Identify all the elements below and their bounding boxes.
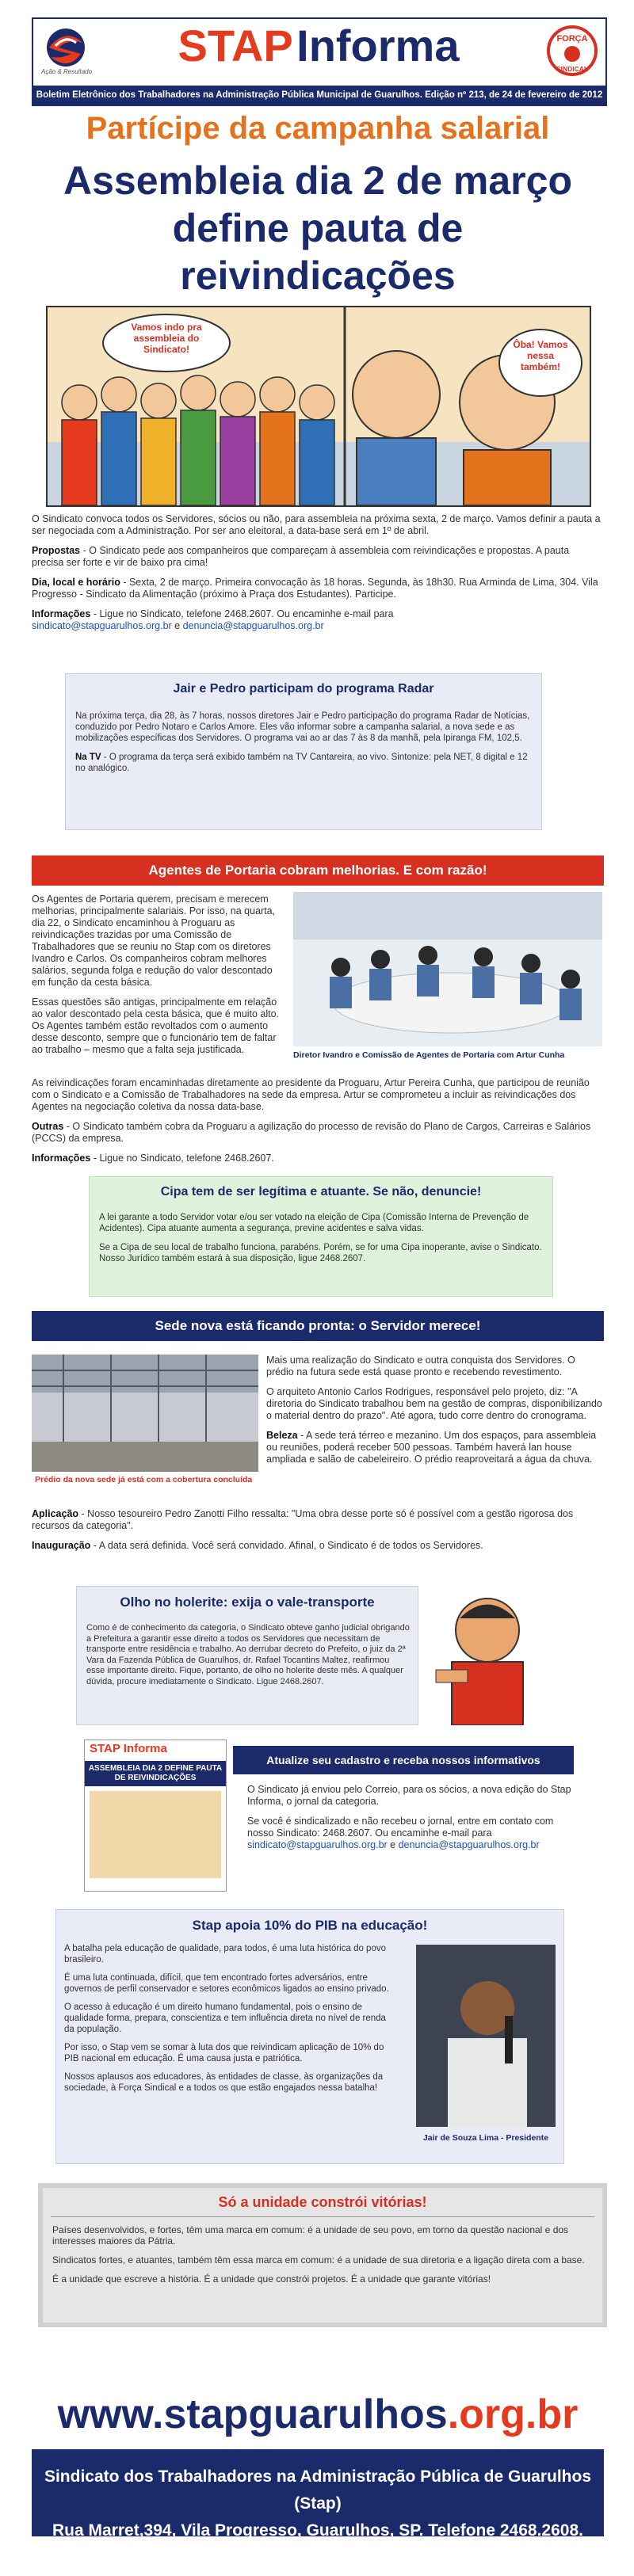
portaria-bottom-text	[32, 1077, 602, 1164]
cipa-p1: A lei garante a todo Servidor votar e/ou ser votado na eleição de Cipa (Comissão Interna de Prevenção de Acidentes). Cipa atuante aumenta a segurança, previne acidentes e salva vidas.	[99, 1213, 529, 1233]
pib-p2: É uma luta continuada, difícil, que tem encontrado fortes adversários, entre governos de perfil conservador e setores econômicos ligados ao ensino privado.	[64, 1973, 389, 1994]
assembly-p1: O Sindicato convoca todos os Servidores, sócios ou não, para assembleia na próxima sexta, 2 de março. Vamos definir a pauta a ser negociada com a Administração. Por ser ano eleitoral, a data-base será em 1º de abril.	[32, 513, 601, 536]
pib-photo	[416, 1945, 556, 2127]
unidade-p3: É a unidade que escreve a história. É a unidade que constrói projetos. É a unidade que garante vitórias!	[52, 2273, 491, 2284]
thumbnail-headline: ASSEMBLEIA DIA 2 DEFINE PAUTA DE REIVINDICAÇÕES	[85, 1761, 226, 1786]
cartoon-image	[46, 306, 591, 507]
portaria-left-text	[32, 894, 285, 1056]
president-photo	[416, 1945, 556, 2127]
cadastro-email-denuncia[interactable]: denuncia@stapguarulhos.org.br	[398, 1839, 540, 1850]
pib-p4: Por isso, o Stap vem se somar à luta dos que reivindicam aplicação de 10% do PIB nacional em educação. É uma causa justa e patriótica.	[64, 2043, 384, 2063]
portaria-p2: Essas questões são antigas, principalmente em relação ao valor descontado pela cesta básica, que é muito alto. Os Agentes também estão revoltados com o aumento desse desconto, sempre que o funcionário tem de faltar ao trabalho – mesmo que a falta seja justificada.	[32, 996, 280, 1055]
headline-line-1: Assembleia dia 2 de março	[63, 158, 572, 203]
unidade-divider	[51, 2216, 594, 2217]
forca-logo-top: FORÇA	[556, 34, 588, 44]
pointing-man-icon	[428, 1583, 547, 1725]
cipa-title: Cipa tem de ser legítima e atuante. Se não, denuncie!	[160, 1185, 482, 1198]
footer-url-tld: .org.br	[447, 2391, 579, 2437]
footer-url-name: stapguarulhos	[163, 2391, 448, 2437]
kicker: Partícipe da campanha salarial	[86, 111, 550, 146]
footer-url[interactable]	[32, 2391, 604, 2438]
radar-text	[75, 711, 532, 774]
unidade-p2: Sindicatos fortes, e atuantes, também têm essa marca em comum: é a unidade de sua diretoria e a ligação direta com a base.	[52, 2254, 585, 2265]
radar-title: Jair e Pedro participam do programa Radar	[173, 682, 434, 695]
cadastro-p2: Se você é sindicalizado e não recebeu o jornal, entre em contato com nosso Sindicato: 2468.2607. Ou encaminhe e-mail para sindicato@stapguarulhos.org.br e denuncia@stapguarulhos.org.br	[247, 1816, 554, 1850]
unidade-p1: Países desenvolvidos, e fortes, têm uma marca em comum: é a unidade de seu povo, em torno da questão nacional e dos interesses maiores da Pátria.	[52, 2224, 569, 2246]
portaria-p5: Informações - Ligue no Sindicato, telefone 2468.2607.	[32, 1153, 274, 1164]
assembly-p2: Propostas - O Sindicato pede aos companheiros que compareçam à assembleia com reivindicações e propostas. A pauta precisa ser forte e vir de baixo pra cima!	[32, 545, 570, 568]
building-photo	[32, 1355, 258, 1472]
assembly-p4: Informações - Ligue no Sindicato, telefone 2468.2607. Ou encaminhe e-mail para sindicato@stapguarulhos.org.br e denuncia@stapguarulhos.org.br	[32, 608, 394, 631]
footer-line-1: Sindicato dos Trabalhadores na Administração Pública de Guarulhos (Stap)	[44, 2467, 592, 2513]
cartoon-bubble-right: Ôba! Vamos nessa também!	[513, 339, 568, 372]
tagline: Ação & Resultado	[41, 68, 93, 75]
forca-sindical-logo-icon	[545, 24, 599, 79]
holerite-box	[76, 1586, 418, 1725]
cipa-text	[99, 1212, 543, 1264]
portaria-photo	[293, 892, 602, 1046]
sede-p2: O arquiteto Antonio Carlos Rodrigues, responsável pelo projeto, diz: "A diretoria do Sindicato trabalhou bem na gestão de compras, disponibilizando o material dentro do prazo". Até agora, tudo corre dentro do cronograma.	[266, 1386, 602, 1421]
article-assembly	[32, 513, 602, 632]
pib-p5: Nossos aplausos aos educadores, às entidades de classe, às organizações da sociedade, à Força Sindical e a todos os que estão engajados nessa batalha!	[64, 2072, 384, 2093]
masthead-stap: STAP	[178, 21, 293, 70]
pib-p1: A batalha pela educação de qualidade, para todos, é uma luta histórica do povo brasileiro.	[64, 1944, 386, 1964]
thumbnail-logo: STAP Informa	[85, 1740, 226, 1761]
meeting-photo	[293, 892, 602, 1046]
holerite-illustration	[428, 1583, 547, 1725]
unidade-box	[38, 2183, 607, 2327]
sede-p5: Inauguração - A data será definida. Você será convidado. Afinal, o Sindicato é de todos os Servidores.	[32, 1540, 483, 1551]
cipa-p2: Se a Cipa de seu local de trabalho funciona, parabéns. Porém, se for uma Cipa inoperante, avise o Sindicato. Nosso Jurídico também estará à sua disposição, ligue 2468.2607.	[99, 1243, 542, 1263]
masthead-informa: Informa	[296, 21, 460, 70]
radar-p1: Na próxima terça, dia 28, às 7 horas, nossos diretores Jair e Pedro participação do programa Radar de Notícias, conduzido por Pedro Notaro e Carlos Amore. Eles vão informar sobre a campanha salarial, a nova sede e as mobilizações específicas dos Servidores. O programa vai ao ar das 7 às 8 da manhã, pela Ipiranga FM, 102,5.	[75, 711, 530, 743]
pib-p3: O acesso à educação é um direito humano fundamental, pois o ensino de qualidade forma, prepara, conscientiza e tem influência direta no nível de renda da população.	[64, 2002, 386, 2034]
sede-caption: Prédio da nova sede já está com a cobertura concluída	[35, 1475, 253, 1484]
pib-caption: Jair de Souza Lima - Presidente	[422, 2133, 549, 2143]
portaria-banner: Agentes de Portaria cobram melhorias. E com razão!	[32, 855, 604, 886]
holerite-p1: Como é de conhecimento da categoria, o Sindicato obteve ganho judicial obrigando a Prefeitura a garantir esse direito a todos os Servidores que necessitam de transporte entre residência e trabalho. Ao derrubar decreto do Prefeito, o juiz da 2ª Vara da Fazenda Pública de Guarulhos, dr. Rafael Tocantins Maltez, reafirmou esse importante direito. Fique, portanto, de olho no holerite deste mês. A qualquer dúvida, procure imediatamente o Sindicato. Ligue 2468.2607.	[86, 1623, 410, 1686]
forca-logo-bottom: SINDICAL	[556, 65, 589, 73]
portaria-p1: Os Agentes de Portaria querem, precisam e merecem melhorias, principalmente salariais. Por isso, na quarta, dia 22, o Sindicato encaminhou à Proguaru as reivindicações trazidas por uma Comissão de Trabalhadores que se reuniu no Stap com os diretores Ivandro e Carlos. Os companheiros cobram melhores salários, segunda folga e redução do valor descontado em função da cesta básica.	[32, 894, 276, 988]
headline-line-2: define pauta de reivindicações	[172, 206, 464, 298]
masthead-title	[97, 21, 540, 70]
assembly-p3: Dia, local e horário - Sexta, 2 de março. Primeira convocação às 18 horas. Segunda, às 18h30. Rua Arminda de Lima, 304. Vila Progresso - Sindicato da Alimentação (próximo à Praça dos Estudantes). Participe.	[32, 577, 598, 600]
footer-line-2: Rua Marret,394, Vila Progresso, Guarulhos, SP. Telefone 2468.2608.	[52, 2521, 583, 2540]
footer-bar	[32, 2449, 604, 2540]
cadastro-email-sindicato[interactable]: sindicato@stapguarulhos.org.br	[247, 1839, 388, 1850]
cipa-box	[89, 1176, 553, 1297]
sede-photo	[32, 1355, 258, 1472]
edition-bar: Boletim Eletrônico dos Trabalhadores na Administração Pública Municipal de Guarulhos. Edição nº 213, de 24 de fevereiro de 2012	[33, 86, 605, 105]
unidade-text	[52, 2224, 591, 2284]
email-link-denuncia[interactable]: denuncia@stapguarulhos.org.br	[182, 620, 324, 631]
headline	[32, 157, 604, 299]
sede-banner: Sede nova está ficando pronta: o Servidor merece!	[32, 1311, 604, 1341]
portaria-caption: Diretor Ivandro e Comissão de Agentes de Portaria com Artur Cunha	[293, 1050, 565, 1060]
sede-bottom-text	[32, 1508, 602, 1552]
cadastro-p1: O Sindicato já enviou pelo Correio, para os sócios, a nova edição do Stap Informa, o jornal da categoria.	[247, 1784, 571, 1807]
pib-text	[64, 1943, 397, 2094]
email-link-sindicato[interactable]: sindicato@stapguarulhos.org.br	[32, 620, 172, 631]
cadastro-title: Atualize seu cadastro e receba nossos informativos	[233, 1746, 574, 1774]
thumbnail-image	[90, 1791, 221, 1878]
unidade-title: Só a unidade constrói vitórias!	[218, 2194, 427, 2210]
pib-title: Stap apoia 10% do PIB na educação!	[192, 1918, 428, 1933]
radar-box	[65, 673, 542, 830]
portaria-p4: Outras - O Sindicato também cobra da Proguaru a agilização do processo de revisão do Plano de Cargos, Carreiras e Salários (PCCS) da empresa.	[32, 1121, 591, 1144]
cadastro-text	[247, 1784, 572, 1851]
holerite-title: Olho no holerite: exija o vale-transporte	[120, 1595, 375, 1610]
cartoon-bubble-left: Vamos indo pra assembleia do Sindicato!	[131, 322, 202, 355]
portaria-p3: As reivindicações foram encaminhadas diretamente ao presidente da Proguaru, Artur Pereira Cunha, que participou de reunião com o Sindicato e a Comissão de Trabalhadores na sede da empresa. Artur se comprometeu a incluir as reivindicações dos Agentes na negociação coletiva da nossa data-base.	[32, 1077, 590, 1112]
sede-right-text	[266, 1355, 602, 1465]
sede-p4: Aplicação - Nosso tesoureiro Pedro Zanotti Filho ressalta: "Uma obra desse porte só é possível com a gestão rigorosa dos recursos da categoria".	[32, 1508, 574, 1531]
pib-box	[55, 1909, 564, 2164]
footer-url-www: www.	[57, 2391, 164, 2437]
radar-p2: Na TV - O programa da terça será exibido também na TV Cantareira, ao vivo. Sintonize: pela NET, 8 digital e 12 no analógico.	[75, 753, 528, 773]
masthead-box	[32, 17, 607, 106]
sede-p3: Beleza - A sede terá térreo e mezanino. Um dos espaços, para assembleia ou reuniões, poderá receber 500 pessoas. Também haverá lan house ampliada e salão de cabeleireiro. O prédio reaproveitará a água da chuva.	[266, 1430, 597, 1465]
sede-p1: Mais uma realização do Sindicato e outra conquista dos Servidores. O prédio na futura sede está quase pronto e recebendo revestimento.	[266, 1355, 575, 1378]
jornal-thumbnail	[84, 1740, 227, 1892]
